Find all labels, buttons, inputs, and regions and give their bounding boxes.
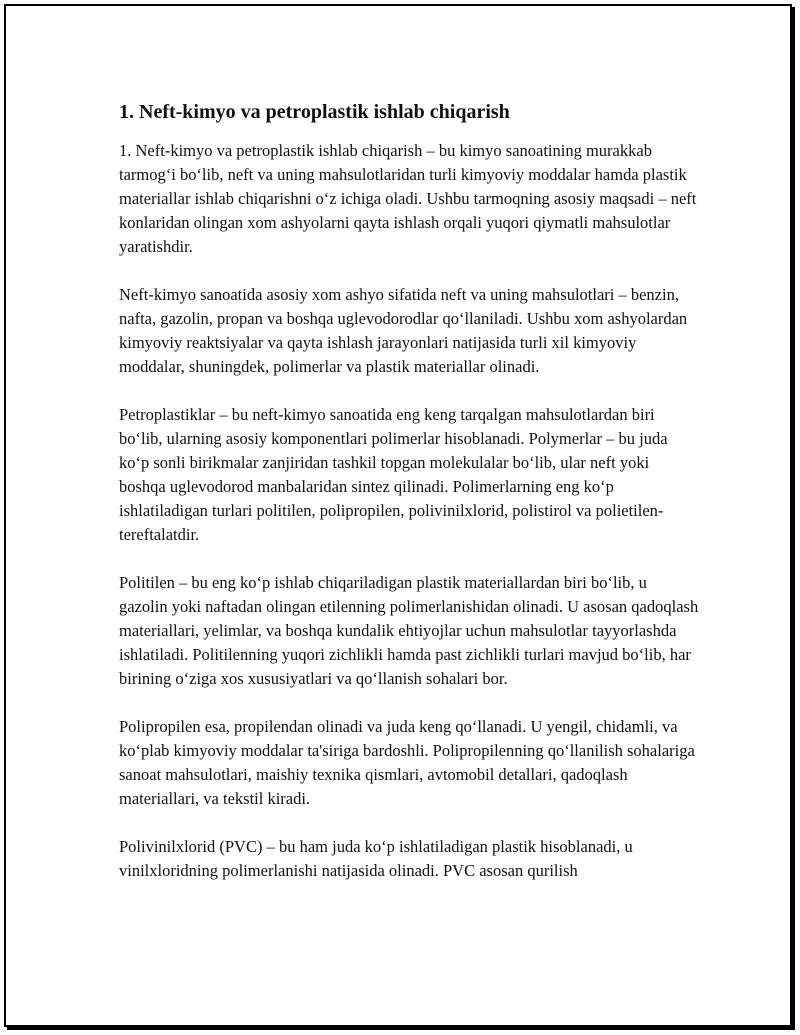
document-page: [4, 4, 792, 1027]
paragraph-polypropylene: Polipropilen esa, propilendan olinadi va juda keng qo‘llanadi. U yengil, chidamli, va ko‘plab kimyoviy moddalar ta'siriga bardoshli. Polipropilenning qo‘llanilish sohalariga sanoat mahsulotlari, maishiy texnika qismlari, avtomobil detallari, qadoqlash materiallari, va tekstil kiradi.: [119, 717, 695, 808]
paragraph-intro: 1. Neft-kimyo va petroplastik ishlab chiqarish – bu kimyo sanoatining murakkab tarmog‘i bo‘lib, neft va uning mahsulotlaridan turli kimyoviy moddalar hamda plastik materiallar ishlab chiqarishni o‘z ichiga oladi. Ushbu tarmoqning asosiy maqsadi – neft konlaridan olingan xom ashyolarni qayta ishlash orqali yuqori qiymatli mahsulotlar yaratishdir.: [119, 141, 697, 256]
document-title: 1. Neft-kimyo va petroplastik ishlab chiqarish: [119, 101, 510, 123]
document-body: [119, 99, 699, 907]
paragraph-pvc: Polivinilxlorid (PVC) – bu ham juda ko‘p ishlatiladigan plastik hisoblanadi, u vinilxloridning polimerlanishi natijasida olinadi. PVC asosan qurilish: [119, 837, 633, 880]
paragraph-petroplastics: Petroplastiklar – bu neft-kimyo sanoatida eng keng tarqalgan mahsulotlardan biri bo‘lib, ularning asosiy komponentlari polimerlar hisoblanadi. Polymerlar – bu juda ko‘p sonli birikmalar zanjiridan tashkil topgan molekulalar bo‘lib, ular neft yoki boshqa uglevodorod manbalaridan sintez qilinadi. Polimerlarning eng ko‘p ishlatiladigan turlari politilen, polipropilen, polivinilxlorid, polistirol va polietilen-tereftalatdir.: [119, 405, 668, 544]
paragraph-polyethylene: Politilen – bu eng ko‘p ishlab chiqariladigan plastik materiallardan biri bo‘lib, u gazolin yoki naftadan olingan etilenning polimerlanishidan olinadi. U asosan qadoqlash materiallari, yelimlar, va boshqa kundalik ehtiyojlar uchun mahsulotlar tayyorlashda ishlatiladi. Politilenning yuqori zichlikli hamda past zichlikli turlari mavjud bo‘lib, har birining o‘ziga xos xususiyatlari va qo‘llanish sohalari bor.: [119, 573, 699, 688]
paragraph-raw-materials: Neft-kimyo sanoatida asosiy xom ashyo sifatida neft va uning mahsulotlari – benzin, nafta, gazolin, propan va boshqa uglevodorodlar qo‘llaniladi. Ushbu xom ashyolardan kimyoviy reaktsiyalar va qayta ishlash jarayonlari natijasida turli xil kimyoviy moddalar, shuningdek, polimerlar va plastik materiallar olinadi.: [119, 285, 688, 376]
